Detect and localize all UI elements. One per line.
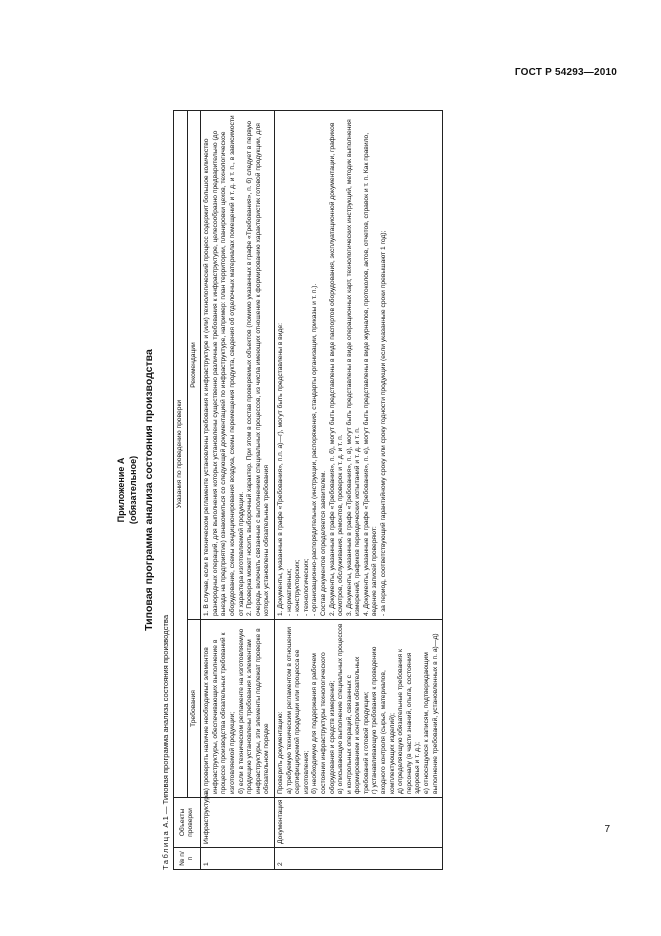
row-object: Документация	[274, 798, 442, 848]
requirement-item: а) требуемую техническим регламентом в отношении сертифицируемой продукции или процесса ее изготовления;	[285, 626, 310, 794]
page-number: 7	[604, 824, 610, 835]
requirement-item: г) устанавливающую требования к проведению входного контроля (сырья, материалов, комплектующих изделий);	[371, 646, 396, 794]
row-requirements	[274, 620, 442, 798]
table-row	[274, 111, 442, 870]
recommendation-item: 2. Документы, указанные в графе «Требования», п. б), могут быть представлены в виде паспортов оборудования, эксплуатационной документации, графиков осмотров, обслуживания, ремонтов, проверок и т. д. и т. п.	[328, 122, 345, 616]
appendix-heading	[115, 110, 139, 870]
recommendation-item: - организационно-распорядительных (инструкции, распоряжения, стандарты организации, приказы и т. п.).	[311, 283, 319, 616]
header-objects: Объекты проверки	[174, 798, 201, 848]
recommendation-item: 3. Документы, указанные в графе «Требования», п. в), могут быть представлены в виде операционных карт, технологических инструкций, методик выполнения измерений, графиков периодических испытаний и т. д. и т. п.	[345, 119, 362, 616]
requirement-item: Проверить документацию:	[276, 711, 284, 794]
recommendation-item: 2. Проверка может носить выборочный характер. При этом в состав проверяемых объектов (помимо указанных в графе «Требования», п. б) следует в первую очередь включать связанные с выполнением специальных процессов, из числа имеющих отношение к формированию характеристик готовой продукции, для которых установлены обязательные требования	[246, 121, 271, 616]
rotated-page-content	[115, 110, 661, 870]
header-requirements: Требования	[187, 620, 201, 798]
table-header-row	[174, 111, 188, 870]
table-caption-number: А.1	[161, 816, 170, 828]
recommendation-item: - конструкторских;	[294, 559, 302, 616]
header-instructions: Указания по проведению проверки	[174, 111, 188, 798]
row-recommendations	[274, 111, 442, 620]
table-caption	[161, 110, 170, 870]
main-title: Типовая программа анализа состояния производства	[143, 349, 155, 631]
requirement-item: б) необходимую для поддержания в рабочем состоянии инфраструктуры технологического оборудования и средств измерений;	[311, 652, 336, 794]
header-num: № п/п	[174, 848, 201, 870]
requirement-item: а) проверить наличие необходимых элементов инфраструктуры, обеспечивающих выполнение в процессе производства обязательных требований к изготовляемой продукции;	[203, 632, 236, 794]
recommendation-item: 4. Документы, указанные в графе «Требования», п. е), могут быть представлены в виде журналов, протоколов, актов, отчетов, справок и т. п. Как правило, ведение записей проверяют:	[362, 132, 379, 616]
row-recommendations	[201, 111, 275, 620]
table-caption-prefix: Таблица	[161, 829, 170, 870]
program-table	[173, 110, 443, 870]
requirement-item: е) относящуюся к записям, подтверждающим выполнение требований, установленных в п. а)—д)	[423, 633, 439, 794]
table-subheader-row	[187, 111, 201, 870]
row-number: 1	[201, 848, 275, 870]
appendix-title: Приложение А	[116, 457, 126, 523]
requirement-item: б) если в техническом регламенте на изготовляемую продукцию установлены требования к элементам инфраструктуры, эти элементы подлежат проверке в обязательном порядке	[237, 628, 271, 794]
appendix-status: (обязательное)	[128, 455, 138, 525]
recommendation-item: Состав документов определяется заявителем.	[319, 470, 327, 616]
recommendation-item: - технологических;	[302, 558, 310, 616]
recommendation-item: 1. Документы, указанные в графе «Требования», п.п. а)—г), могут быть представлены в виде:	[276, 323, 284, 616]
table-caption-text: — Типовая программа анализа состояния производства	[161, 614, 170, 815]
row-requirements	[201, 620, 275, 798]
recommendation-item: - за период, соответствующий гарантийному сроку или сроку годности продукции (если указанные сроки превышают 1 год);	[380, 230, 388, 616]
recommendation-item: - нормативных;	[285, 568, 293, 616]
table-row	[201, 111, 275, 870]
recommendation-item: 1. В случае, если в техническом регламенте установлены требования к инфраструктуре и (или) технологический процесс содержит большое количество разнородных операций, для выполнения которых установлены существенно различные требования к инфраструктуре, целесообразно предварительно (до выезда на предприятие) ознакомиться со следующей документацией по инфраструктуре, например: план территории, планировки цехов, технологическое оборудование, схемы кондиционирования воздуха, схемы перемещения продукта, сведения об отделочных материалах помещений и т. д. и т. п., в зависимости от характера изготовляемой продукции.	[203, 115, 245, 616]
row-number: 2	[274, 848, 442, 870]
row-object: Инфраструктура	[201, 798, 275, 848]
header-recommendations: Рекомендации	[187, 111, 201, 620]
requirement-item: в) описывающую выполнение специальных процессов и контрольных операций, связанных с формированием и контролем обязательных требований к готовой продукции;	[337, 623, 370, 794]
standard-code: ГОСТ Р 54293—2010	[514, 67, 617, 78]
requirement-item: д) определяющую обязательные требования к персоналу (в части знаний, опыта, состояния здоровья и т. д.);	[397, 649, 422, 794]
